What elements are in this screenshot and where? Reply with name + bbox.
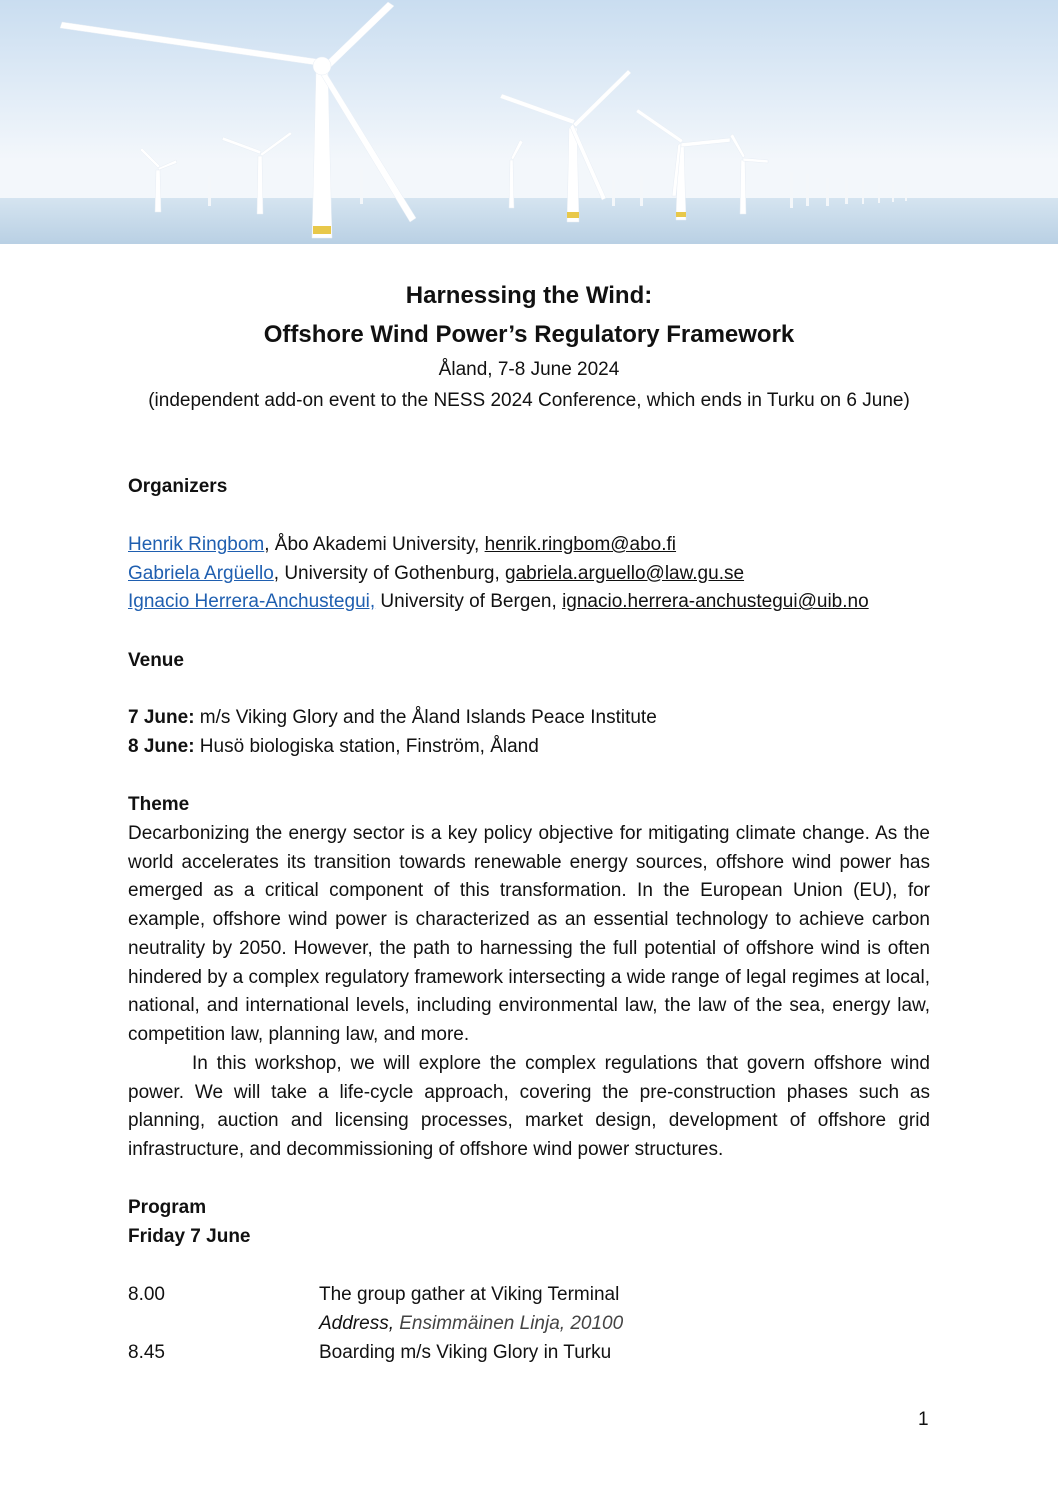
address-text: Ensimmäinen Linja, 20100 bbox=[393, 1313, 624, 1334]
organizer-affiliation: Åbo Akademi University, bbox=[274, 534, 485, 555]
venue-day-2-label: 8 June: bbox=[128, 735, 195, 757]
venue-day-1-text: m/s Viking Glory and the Åland Islands Peace Institute bbox=[194, 707, 657, 728]
venue-heading: Venue bbox=[128, 650, 184, 671]
schedule-time: 8.00 bbox=[128, 1284, 165, 1305]
schedule-address bbox=[319, 1310, 623, 1339]
organizer-entry bbox=[128, 588, 869, 617]
schedule-description: The group gather at Viking Terminal bbox=[319, 1284, 620, 1305]
organizer-name-link[interactable]: Henrik Ringbom bbox=[128, 534, 265, 555]
organizer-entry bbox=[128, 531, 869, 560]
organizer-entry bbox=[128, 560, 869, 589]
separator: , bbox=[264, 534, 275, 555]
wind-turbines-banner-image bbox=[0, 0, 1058, 244]
program-day-heading: Friday 7 June bbox=[128, 1226, 251, 1247]
schedule-time: 8.45 bbox=[128, 1342, 165, 1363]
document-title-line-1: Harnessing the Wind: bbox=[405, 282, 653, 309]
schedule-description: Boarding m/s Viking Glory in Turku bbox=[319, 1342, 612, 1363]
venue-day-2-text: Husö biologiska station, Finström, Åland bbox=[194, 735, 539, 757]
schedule-row bbox=[128, 1339, 930, 1368]
separator: , bbox=[273, 562, 285, 584]
venue-details bbox=[128, 704, 657, 761]
schedule-address-row bbox=[128, 1310, 930, 1339]
venue-day-1 bbox=[128, 704, 657, 733]
organizer-affiliation: University of Bergen, bbox=[380, 591, 563, 613]
program-heading: Program bbox=[128, 1197, 207, 1218]
event-note: (independent add-on event to the NESS 2024 Conference, which ends in Turku on 6 June) bbox=[148, 390, 910, 411]
place-date: Åland, 7-8 June 2024 bbox=[438, 359, 620, 380]
venue-day-1-label: 7 June: bbox=[128, 707, 195, 728]
theme-paragraph-1: Decarbonizing the energy sector is a key policy objective for mitigating climate change. As the world accelerates its transition towards renewable energy sources, offshore wind power has emerged as a critical component of this transformation. In the European Union (EU), for example, offshore wind power is characterized as an essential technology to achieve carbon neutrality by 2050. However, the path to harnessing the full potential of offshore wind is often hindered by a complex regulatory framework intersecting a wide range of legal regimes at local, national, and international levels, including environmental law, the law of the sea, energy law, competition law, planning law, and more. bbox=[128, 823, 930, 1045]
document-title-line-2: Offshore Wind Power’s Regulatory Framework bbox=[263, 321, 795, 348]
address-label: Address, bbox=[319, 1313, 394, 1334]
page-number: 1 bbox=[918, 1409, 929, 1430]
schedule-row bbox=[128, 1281, 930, 1310]
organizer-email-link[interactable]: ignacio.herrera-anchustegui@uib.no bbox=[562, 591, 869, 613]
organizers-list bbox=[128, 531, 869, 617]
title-block bbox=[128, 276, 930, 416]
theme-heading: Theme bbox=[128, 794, 190, 815]
organizer-affiliation: University of Gothenburg, bbox=[284, 562, 506, 584]
theme-paragraph-2: In this workshop, we will explore the complex regulations that govern offshore wind power. We will take a life-cycle approach, covering the pre-construction phases such as planning, auction and licensing processes, market design, development of offshore grid infrastructure, and decommissioning of offshore wind power structures. bbox=[128, 1053, 930, 1161]
organizer-email-link[interactable]: henrik.ringbom@abo.fi bbox=[484, 534, 677, 555]
organizer-email-link[interactable]: gabriela.arguello@law.gu.se bbox=[505, 562, 745, 584]
program-schedule bbox=[128, 1281, 930, 1368]
organizer-name-link[interactable]: Gabriela Argüello bbox=[128, 562, 274, 584]
organizer-name-link[interactable]: Ignacio Herrera-Anchustegui, bbox=[128, 591, 376, 613]
venue-day-2 bbox=[128, 733, 657, 762]
organizers-heading: Organizers bbox=[128, 476, 228, 497]
